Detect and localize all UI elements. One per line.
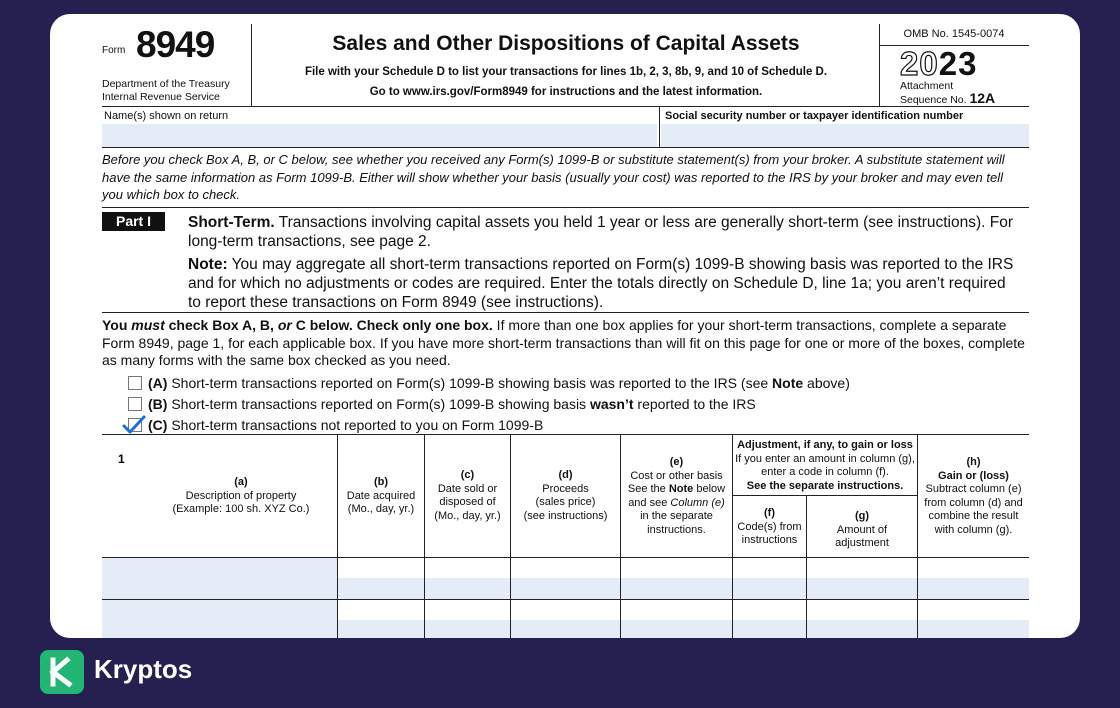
col-divider	[806, 558, 807, 638]
intro-paragraph: Before you check Box A, B, or C below, see whether you received any Form(s) 1099-B or substitute statement(s) from your broker. A substitute statement will have the same information as Form 1099-B. Either will show whether your basis (usually your cost) was reported to the IRS by your broker and may even tell you which box to check.	[102, 152, 1005, 202]
box-b-row[interactable]: (B) Short-term transactions reported on Form(s) 1099-B showing basis wasn’t reported to the IRS	[128, 396, 756, 412]
table-top-rule	[102, 434, 1029, 435]
col-d-header: (d) Proceeds (sales price) (see instructions)	[523, 469, 608, 522]
form-label: Form	[102, 45, 126, 56]
name-label: Name(s) shown on return	[104, 110, 229, 122]
col-h-header: (h) Gain or (loss) Subtract column (e) from column (d) and combine the result with column (g).	[924, 456, 1023, 536]
header-divider-left	[251, 24, 252, 106]
col-divider	[620, 558, 621, 638]
attachment-sequence: Attachment Sequence No. 12A	[900, 80, 996, 106]
name-ssn-divider	[659, 106, 660, 147]
part-rule	[102, 312, 1029, 313]
form-title: Sales and Other Dispositions of Capital Assets	[332, 32, 800, 55]
box-a-checkbox[interactable]	[128, 376, 142, 390]
col-c-header: (c) Date sold or disposed of (Mo., day, yr.)	[434, 469, 501, 522]
header-bottom-rule	[102, 106, 1029, 107]
adj-divider	[732, 495, 917, 496]
col-divider	[424, 558, 425, 638]
description-input[interactable]	[102, 558, 337, 599]
form-number: 8949	[136, 24, 215, 65]
form-card	[50, 14, 1080, 638]
tax-year: 2023	[900, 45, 978, 82]
intro-rule	[102, 207, 1029, 208]
box-c-row[interactable]: (C) Short-term transactions not reported to you on Form 1099-B	[128, 417, 543, 433]
table-row[interactable]	[102, 600, 1029, 638]
col-e-header: (e) Cost or other basis See the Note below and see Column (e) in the separate instructions.	[627, 456, 726, 536]
adjustment-header: Adjustment, if any, to gain or loss If you enter an amount in column (g), enter a code in column (f). See the separate instructions.	[735, 439, 915, 492]
brand-name: Kryptos	[94, 654, 193, 684]
department: Department of the Treasury Internal Revenue Service	[102, 78, 230, 103]
name-row-rule	[102, 147, 1029, 148]
col-divider	[510, 558, 511, 638]
col-divider	[732, 558, 733, 638]
col-b-header: (b) Date acquired (Mo., day, yr.)	[346, 476, 416, 515]
box-a-row[interactable]: (A) Short-term transactions reported on Form(s) 1099-B showing basis was reported to the IRS (see Note above)	[128, 375, 850, 391]
col-divider	[917, 558, 918, 638]
row-fields-shade[interactable]	[338, 620, 1029, 638]
box-instructions: You must check Box A, B, or C below. Check only one box. If more than one box applies for your short-term transactions, complete a separate Form 8949, page 1, for each applicable box. If you have more short-term transactions than will fit on this page for one or more of the boxes, complete as many forms with the same box checked as you need.	[102, 317, 1025, 368]
table-row[interactable]	[102, 558, 1029, 599]
box-b-checkbox[interactable]	[128, 397, 142, 411]
ssn-input[interactable]	[661, 124, 1029, 147]
kryptos-logo-icon	[40, 650, 84, 694]
col-g-header: (g) Amount of adjustment	[835, 510, 889, 549]
col-divider	[337, 558, 338, 638]
ssn-label: Social security number or taxpayer identification number	[665, 110, 964, 122]
checkmark-icon	[122, 415, 146, 435]
description-input[interactable]	[102, 600, 337, 638]
row-fields-shade[interactable]	[338, 578, 1029, 599]
name-input[interactable]	[102, 124, 657, 147]
line-number: 1	[118, 452, 125, 466]
col-f-header: (f) Code(s) from instructions	[737, 507, 802, 546]
form-subtitle-2: Go to www.irs.gov/Form8949 for instructions and the latest information.	[369, 86, 763, 98]
omb-number: OMB No. 1545-0074	[903, 28, 1005, 40]
form-subtitle-1: File with your Schedule D to list your transactions for lines 1b, 2, 3, 8b, 9, and 10 of Schedule D.	[304, 66, 828, 78]
part-note: Note: You may aggregate all short-term transactions reported on Form(s) 1099-B showing basis was reported to the IRS and for which no adjustments or codes are required. Enter the totals directly on Schedule D, line 1a; you aren’t required to report these transactions on Form 8949 (see instructions).	[188, 256, 1014, 311]
part-badge: Part I	[102, 212, 165, 231]
col-a-header: (a) Description of property (Example: 100 sh. XYZ Co.)	[172, 476, 310, 515]
part-description: Short-Term. Transactions involving capital assets you held 1 year or less are generally short-term (see instructions). For long-term transactions, see page 2.	[188, 214, 1014, 250]
